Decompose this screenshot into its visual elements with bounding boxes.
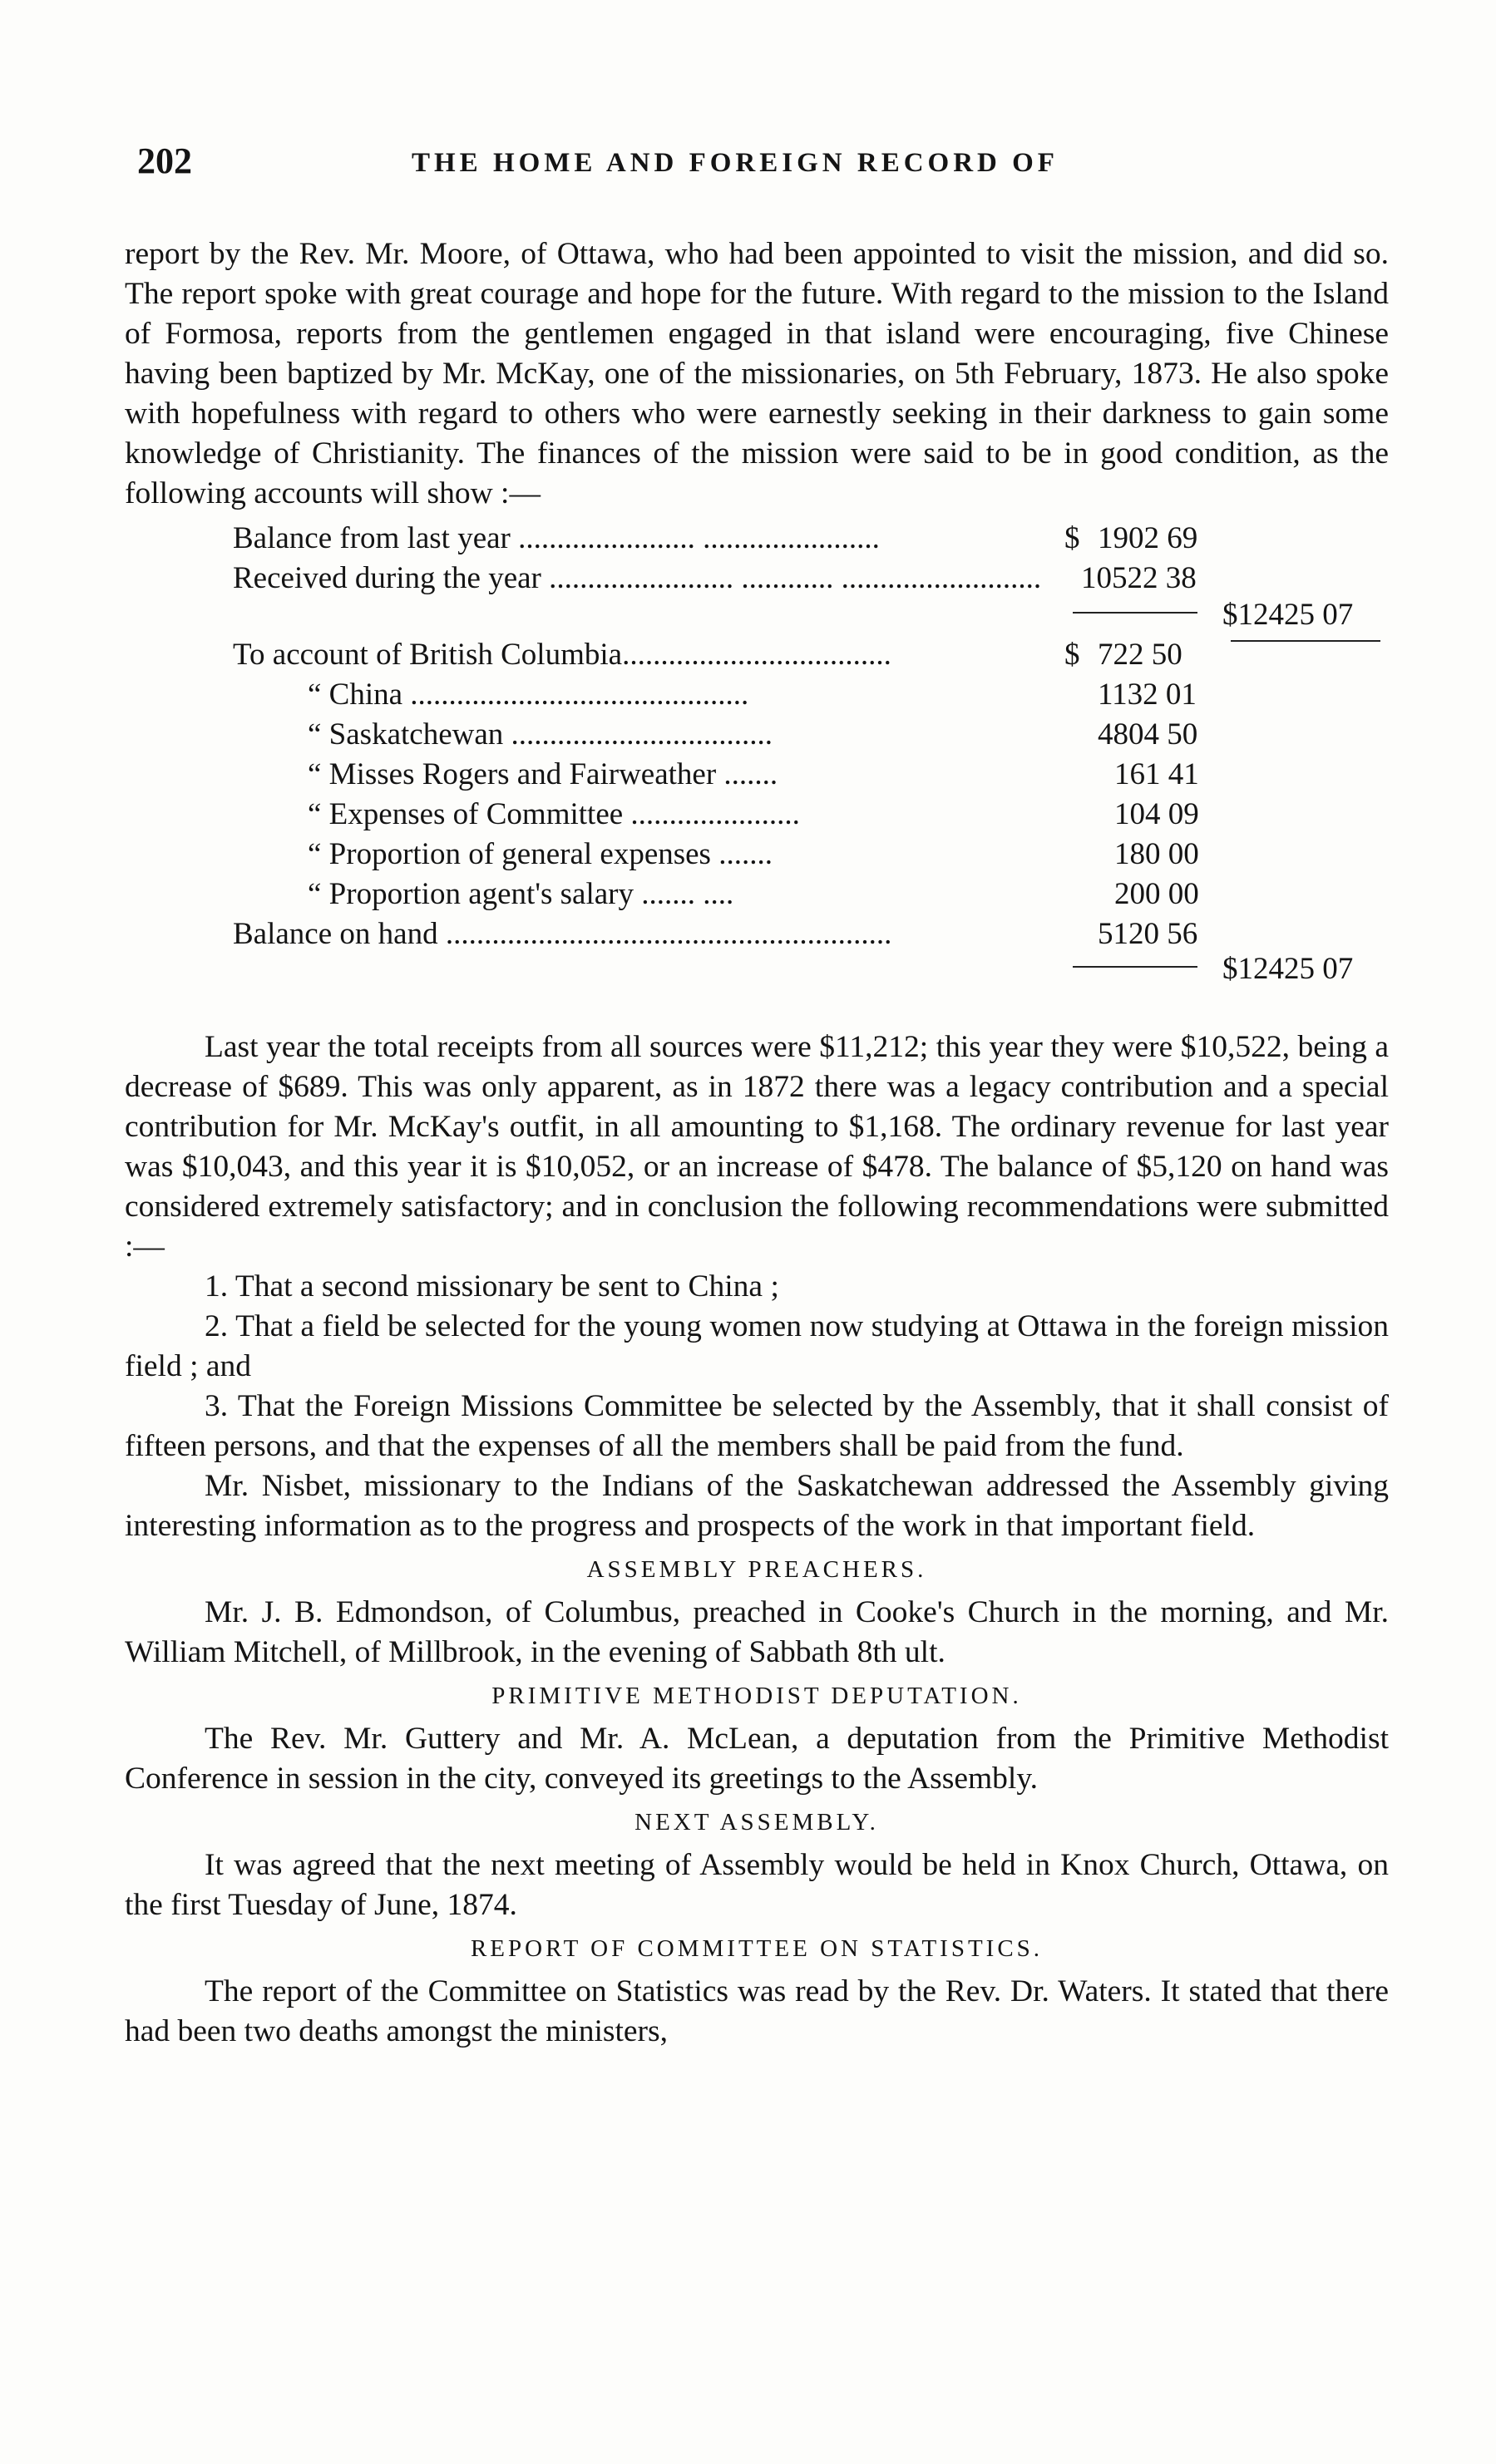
ledger-amount: 722 50 xyxy=(1098,638,1182,672)
section-heading-preachers: ASSEMBLY PREACHERS. xyxy=(586,1556,927,1583)
ledger-amount: 161 41 xyxy=(1114,757,1199,791)
ledger-label: “ Misses Rogers and Fairweather ....... xyxy=(308,757,778,791)
recommendation-1: 1. That a second missionary be sent to China ; xyxy=(205,1269,779,1303)
ledger-amount: 1132 01 xyxy=(1098,678,1197,712)
ledger-dollar: $ xyxy=(1064,638,1080,672)
ledger-row xyxy=(125,519,1389,559)
paragraph-deputation: The Rev. Mr. Guttery and Mr. A. McLean, a deputation from the Primitive Methodist Conference in session in the city, conveyed its greetings to the Assembly. xyxy=(125,1722,1389,1796)
ledger-row xyxy=(125,795,1389,835)
sum-rule xyxy=(1073,966,1197,968)
ledger-label: “ Proportion agent's salary ....... .... xyxy=(308,877,734,911)
ledger-row xyxy=(125,559,1389,599)
ledger-row xyxy=(125,914,1389,954)
ledger-label: “ China ............................................ xyxy=(308,678,749,712)
ledger-label: “ Saskatchewan .................................. xyxy=(308,717,773,752)
ledger-label: Balance on hand .......................................................... xyxy=(233,917,892,951)
recommendation-2: 2. That a field be selected for the young women now studying at Ottawa in the foreign mission field ; and xyxy=(125,1309,1389,1383)
ledger-label: Received during the year ........................ ............ .......................... xyxy=(233,561,1042,595)
receipts-ledger xyxy=(125,519,1389,632)
ledger-amount: 104 09 xyxy=(1114,797,1199,831)
expenditures-total: $12425 07 xyxy=(1222,952,1354,986)
ledger-label: To account of British Columbia................................... xyxy=(233,638,891,672)
paragraph-statistics: The report of the Committee on Statistics was read by the Rev. Dr. Waters. It stated that there had been two deaths amongst the ministers, xyxy=(125,1974,1389,2048)
receipts-total: $12425 07 xyxy=(1222,598,1354,632)
ledger-amount: 10522 38 xyxy=(1081,561,1197,595)
ledger-amount: 200 00 xyxy=(1114,877,1199,911)
ledger-amount: 5120 56 xyxy=(1098,917,1198,951)
recommendation-3: 3. That the Foreign Missions Committee be selected by the Assembly, that it shall consist of fifteen persons, and that the expenses of all the members shall be paid from the fund. xyxy=(125,1389,1389,1463)
ledger-row xyxy=(125,675,1389,715)
running-head: THE HOME AND FOREIGN RECORD OF xyxy=(412,148,1059,178)
page-number: 202 xyxy=(137,140,192,181)
paragraph-nisbet: Mr. Nisbet, missionary to the Indians of the Saskatchewan addressed the Assembly giving interesting information as to the progress and prospects of the work in that important field. xyxy=(125,1469,1389,1543)
ledger-label: “ Expenses of Committee ...................... xyxy=(308,797,800,831)
article-body xyxy=(125,234,1389,2052)
paragraph-next-assembly: It was agreed that the next meeting of Assembly would be held in Knox Church, Ottawa, on the first Tuesday of June, 1874. xyxy=(125,1848,1389,1922)
ledger-amount: 1902 69 xyxy=(1098,521,1198,555)
ledger-row xyxy=(125,875,1389,914)
ledger-dollar: $ xyxy=(1064,521,1080,555)
ledger-row xyxy=(125,755,1389,795)
paragraph-preachers: Mr. J. B. Edmondson, of Columbus, preached in Cooke's Church in the morning, and Mr. William Mitchell, of Millbrook, in the evening of Sabbath 8th ult. xyxy=(125,1595,1389,1669)
ledger-row xyxy=(125,715,1389,755)
paragraph-receipts-summary: Last year the total receipts from all sources were $11,212; this year they were $10,522, being a decrease of $689. This was only apparent, as in 1872 there was a legacy contribution and a special contribution for Mr. McKay's outfit, in all amounting to $1,168. The ordinary revenue for last year was $10,043, and this year it is $10,052, or an increase of $478. The balance of $5,120 on hand was considered extremely satisfactory; and in conclusion the following recommendations were submitted :— xyxy=(125,1030,1389,1264)
page-header xyxy=(137,140,1368,190)
ledger-label: Balance from last year ....................... ....................... xyxy=(233,521,880,555)
ledger-row xyxy=(125,835,1389,875)
sum-rule xyxy=(1073,612,1197,614)
section-heading-deputation: PRIMITIVE METHODIST DEPUTATION. xyxy=(491,1683,1022,1709)
ledger-amount: 180 00 xyxy=(1114,837,1199,871)
section-heading-statistics: REPORT OF COMMITTEE ON STATISTICS. xyxy=(470,1935,1044,1962)
ledger-label: “ Proportion of general expenses ....... xyxy=(308,837,773,871)
section-heading-next-assembly: NEXT ASSEMBLY. xyxy=(634,1809,879,1836)
expenditures-ledger xyxy=(125,635,1389,1009)
ledger-row xyxy=(125,635,1389,675)
paragraph-mission-report: report by the Rev. Mr. Moore, of Ottawa, who had been appointed to visit the mission, and did so. The report spoke with great courage and hope for the future. With regard to the mission to the Island of Formosa, reports from the gentlemen engaged in that island were encouraging, five Chinese having been baptized by Mr. McKay, one of the missionaries, on 5th February, 1873. He also spoke with hopefulness with regard to others who were earnestly seeking in their darkness to gain some knowledge of Christianity. The finances of the mission were said to be in good condition, as the following accounts will show :— xyxy=(125,237,1389,510)
ledger-amount: 4804 50 xyxy=(1098,717,1198,752)
